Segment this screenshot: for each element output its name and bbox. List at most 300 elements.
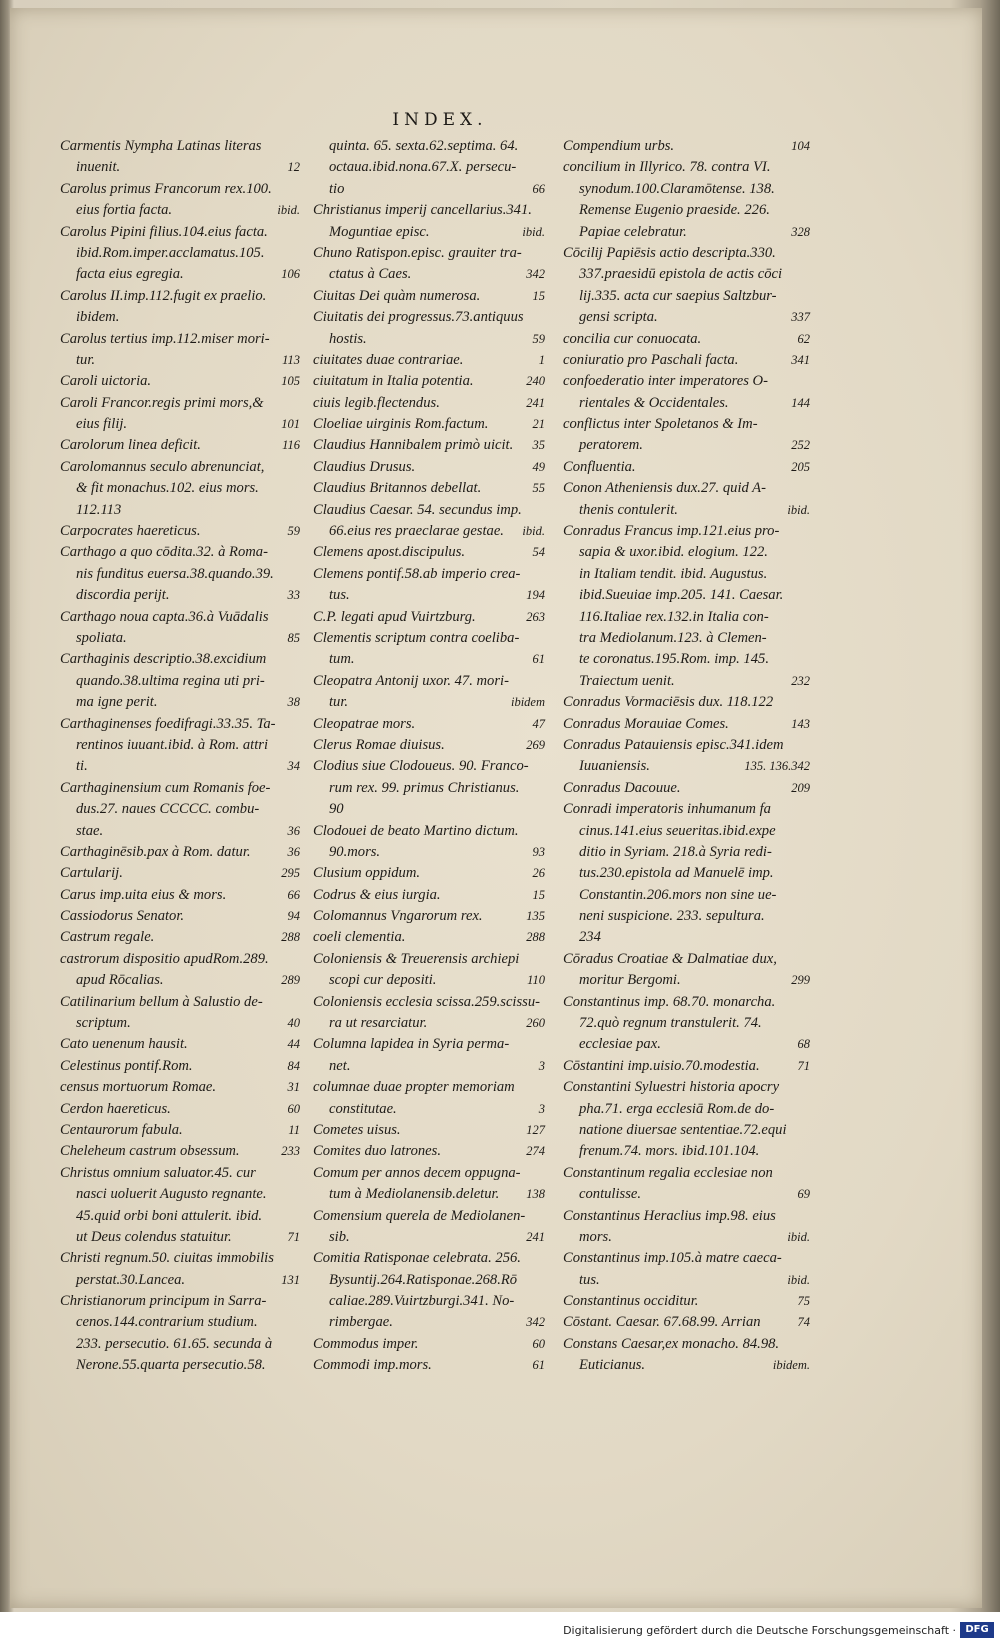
- index-line: [563, 1334, 810, 1355]
- index-entry-text: Claudius Britannos debellat.: [313, 480, 482, 497]
- index-page-number: 61: [532, 652, 545, 667]
- index-line: [563, 542, 810, 563]
- index-page-number: 205: [791, 459, 810, 474]
- index-entry-text: Conradus Francus imp.121.eius pro-: [563, 523, 780, 540]
- index-page-number: 60: [287, 1101, 300, 1116]
- index-line: [563, 778, 810, 799]
- index-line: [313, 1227, 545, 1248]
- index-line: [60, 970, 300, 991]
- index-entry-text: Comites duo latrones.: [313, 1143, 441, 1160]
- index-line: [563, 329, 810, 350]
- index-line: [60, 1141, 300, 1162]
- index-page-number: 252: [791, 438, 810, 453]
- index-line: [60, 692, 300, 713]
- index-entry-text: Constantinus occiditur.: [563, 1293, 699, 1310]
- index-page-number: ibid.: [787, 502, 810, 517]
- index-entry-text: Cleopatra Antonij uxor. 47. mori-: [313, 672, 509, 689]
- index-page-number: 21: [532, 417, 545, 432]
- index-entry-text: cenos.144.contrarium studium.: [76, 1314, 258, 1331]
- index-line: [313, 970, 545, 991]
- index-entry-text: Ciuitatis dei progressus.73.antiquus: [313, 309, 524, 326]
- index-page-number: 38: [287, 695, 300, 710]
- funding-notice: Digitalisierung gefördert durch die Deutsche Forschungsgemeinschaft ·: [563, 1624, 956, 1637]
- index-line: [60, 329, 300, 350]
- index-entry-text: Colomannus Vngarorum rex.: [313, 908, 483, 925]
- index-line: [563, 1163, 810, 1184]
- index-line: [313, 542, 545, 563]
- index-page-number: 289: [281, 973, 300, 988]
- footer-bar: [0, 1612, 1000, 1649]
- index-page-number: 260: [526, 1016, 545, 1031]
- index-column-1: [60, 136, 300, 1377]
- index-line: [313, 350, 545, 371]
- index-entry-text: ecclesiae pax.: [579, 1036, 661, 1053]
- index-page-number: 101: [281, 417, 300, 432]
- index-line: [563, 500, 810, 521]
- index-entry-text: pha.71. erga ecclesiā Rom.de do-: [579, 1100, 775, 1117]
- index-entry-text: Constans Caesar,ex monacho. 84.98.: [563, 1335, 780, 1352]
- index-line: [313, 393, 545, 414]
- index-line: [60, 521, 300, 542]
- index-entry-text: confoederatio inter imperatores O-: [563, 373, 768, 390]
- index-entry-text: Euticianus.: [579, 1357, 646, 1374]
- index-entry-text: census mortuorum Romae.: [60, 1079, 217, 1096]
- index-line: [313, 264, 545, 285]
- index-page-number: 47: [532, 716, 545, 731]
- index-page-number: 233: [281, 1144, 300, 1159]
- index-entry-text: Conradi imperatoris inhumanum fa: [563, 801, 771, 818]
- index-line: [60, 157, 300, 178]
- index-entry-text: Cartularij.: [60, 865, 123, 882]
- index-line: [60, 1034, 300, 1055]
- index-entry-text: mors.: [579, 1228, 612, 1245]
- page-header: INDEX.: [392, 110, 488, 130]
- index-entry-text: concilia cur conuocata.: [563, 330, 702, 347]
- index-line: [563, 478, 810, 499]
- index-page-number: 240: [526, 374, 545, 389]
- index-entry-text: Comum per annos decem oppugna-: [313, 1164, 521, 1181]
- index-entry-text: Constantinus imp. 68.70. monarcha.: [563, 993, 776, 1010]
- index-line: [313, 179, 545, 200]
- index-entry-text: Constantini Syluestri historia apocry: [563, 1079, 780, 1096]
- index-page-number: 337: [791, 310, 810, 325]
- index-entry-text: Christianus imperij cancellarius.341.: [313, 202, 532, 219]
- index-entry-text: spoliata.: [76, 629, 127, 646]
- index-line: [313, 500, 545, 521]
- index-entry-text: net.: [329, 1057, 351, 1074]
- index-entry-text: Ciuitas Dei quàm numerosa.: [313, 287, 481, 304]
- index-page-number: 33: [287, 588, 300, 603]
- index-page-number: 106: [281, 267, 300, 282]
- index-line: [563, 350, 810, 371]
- index-page-number: 85: [287, 630, 300, 645]
- index-line: [313, 1270, 545, 1291]
- index-line: [563, 949, 810, 970]
- index-entry-text: rum rex. 99. primus Christianus.: [329, 779, 520, 796]
- index-line: [313, 649, 545, 670]
- index-entry-text: Bysuntij.264.Ratisponae.268.Rō: [329, 1271, 518, 1288]
- index-line: [563, 1312, 810, 1333]
- index-line: [60, 457, 300, 478]
- index-line: [60, 478, 300, 499]
- index-line: [60, 735, 300, 756]
- index-page-number: ibidem.: [772, 1358, 810, 1373]
- index-page-number: 75: [797, 1294, 810, 1309]
- index-line: [563, 1077, 810, 1098]
- index-line: [60, 821, 300, 842]
- index-page-number: 144: [791, 395, 810, 410]
- index-entry-text: Compendium urbs.: [563, 138, 675, 154]
- index-page-number: 299: [791, 973, 810, 988]
- index-line: [313, 607, 545, 628]
- index-page-number: 131: [281, 1272, 300, 1287]
- index-entry-text: perstat.30.Lancea.: [76, 1271, 186, 1288]
- index-entry-text: C.P. legati apud Vuirtzburg.: [313, 608, 476, 625]
- index-entry-text: te coronatus.195.Rom. imp. 145.: [579, 651, 769, 668]
- index-entry-text: Comensium querela de Mediolanen-: [313, 1207, 526, 1224]
- index-line: [313, 992, 545, 1013]
- index-entry-text: Commodus imper.: [313, 1335, 419, 1352]
- index-line: [60, 671, 300, 692]
- index-page-number: 36: [287, 823, 300, 838]
- index-entry-text: ibidem.: [76, 309, 120, 326]
- index-entry-text: eius filij.: [76, 416, 128, 433]
- index-entry-text: cinus.141.eius seueritas.ibid.expe: [579, 822, 776, 839]
- index-entry-text: Claudius Drusus.: [313, 458, 416, 475]
- index-entry-text: Carmentis Nympha Latinas literas: [60, 138, 262, 154]
- index-page-number: 1: [538, 352, 545, 367]
- index-page-number: 55: [532, 481, 545, 496]
- index-line: [313, 1291, 545, 1312]
- index-line: [313, 200, 545, 221]
- index-page-number: 34: [287, 759, 300, 774]
- index-page-number: 49: [532, 459, 545, 474]
- index-page-number: 138: [526, 1187, 545, 1202]
- index-line: [563, 179, 810, 200]
- index-line: [60, 286, 300, 307]
- index-entry-text: in Italiam tendit. ibid. Augustus.: [579, 565, 768, 582]
- index-line: [563, 222, 810, 243]
- index-entry-text: Clerus Romae diuisus.: [313, 736, 445, 753]
- index-entry-text: Commodi imp.mors.: [313, 1357, 432, 1374]
- index-entry-text: Carolorum linea deficit.: [60, 437, 201, 454]
- index-line: [313, 136, 545, 157]
- index-entry-text: contulisse.: [579, 1186, 642, 1203]
- index-line: [60, 307, 300, 328]
- index-line: [313, 1334, 545, 1355]
- index-page-number: 274: [526, 1144, 545, 1159]
- index-entry-text: 116.Italiae rex.132.in Italia con-: [579, 608, 769, 625]
- index-line: [563, 649, 810, 670]
- index-line: [60, 222, 300, 243]
- index-entry-text: apud Rōcalias.: [76, 972, 164, 989]
- index-page-number: 59: [532, 331, 545, 346]
- index-page-number: 288: [526, 930, 545, 945]
- index-line: [60, 136, 300, 157]
- index-entry-text: ibid.Rom.imper.acclamatus.105.: [76, 244, 265, 261]
- index-page-number: ibidem: [510, 695, 545, 710]
- index-entry-text: Clemens pontif.58.ab imperio crea-: [313, 565, 521, 582]
- index-line: [563, 393, 810, 414]
- index-page-number: 40: [287, 1016, 300, 1031]
- index-line: [60, 1013, 300, 1034]
- index-entry-text: Cōcilij Papiēsis actio descripta.330.: [563, 244, 776, 261]
- index-column-3: [563, 136, 810, 1377]
- index-line: [563, 1013, 810, 1034]
- index-line: [563, 628, 810, 649]
- index-entry-text: ciuis legib.flectendus.: [313, 394, 440, 411]
- index-entry-text: Celestinus pontif.Rom.: [60, 1057, 193, 1074]
- index-entry-text: nasci uoluerit Augusto regnante.: [76, 1186, 267, 1203]
- index-line: [313, 1163, 545, 1184]
- index-line: [563, 286, 810, 307]
- index-entry-text: ra ut resarciatur.: [329, 1015, 428, 1032]
- index-page-number: 31: [287, 1080, 300, 1095]
- index-line: [313, 1077, 545, 1098]
- index-line: [60, 1270, 300, 1291]
- index-page-number: 44: [287, 1037, 300, 1052]
- index-page-number: 105: [281, 374, 300, 389]
- index-page-number: 263: [526, 609, 545, 624]
- index-entry-text: Claudius Caesar. 54. secundus imp.: [313, 501, 522, 518]
- index-entry-text: Cōstant. Caesar. 67.68.99. Arrian: [563, 1314, 761, 1331]
- index-entry-text: rimbergae.: [329, 1314, 393, 1331]
- index-line: [313, 863, 545, 884]
- index-line: [60, 756, 300, 777]
- index-page-number: ibid.: [522, 524, 545, 539]
- index-entry-text: Clodouei de beato Martino dictum.: [313, 822, 519, 839]
- index-line: [563, 564, 810, 585]
- index-entry-text: quinta. 65. sexta.62.septima. 64.: [329, 138, 519, 154]
- index-entry-text: frenum.74. mors. ibid.101.104.: [579, 1143, 760, 1160]
- index-line: [563, 136, 810, 157]
- index-line: [313, 1120, 545, 1141]
- index-page-number: 116: [282, 438, 300, 453]
- index-line: [563, 414, 810, 435]
- index-entry-text: 90: [329, 801, 344, 818]
- index-entry-text: discordia perijt.: [76, 587, 170, 604]
- index-line: [563, 157, 810, 178]
- index-entry-text: Clodius siue Clodoueus. 90. Franco-: [313, 758, 529, 775]
- index-page-number: ibid.: [277, 203, 300, 218]
- index-page-number: 54: [532, 545, 545, 560]
- index-entry-text: Christus omnium saluator.45. cur: [60, 1164, 256, 1181]
- index-line: [313, 1056, 545, 1077]
- index-page-number: ibid.: [522, 224, 545, 239]
- index-line: [313, 1013, 545, 1034]
- dfg-logo: DFG: [960, 1622, 994, 1638]
- index-page-number: 94: [287, 909, 300, 924]
- index-line: [313, 799, 545, 820]
- index-line: [60, 564, 300, 585]
- index-entry-text: Cōradus Croatiae & Dalmatiae dux,: [563, 950, 777, 967]
- index-entry-text: coniuratio pro Paschali facta.: [563, 351, 739, 368]
- index-line: [563, 243, 810, 264]
- index-line: [60, 243, 300, 264]
- index-page-number: 342: [526, 1315, 545, 1330]
- index-line: [60, 435, 300, 456]
- index-line: [313, 885, 545, 906]
- index-entry-text: Christianorum principum in Sarra-: [60, 1293, 267, 1310]
- index-entry-text: sapia & uxor.ibid. elogium. 122.: [579, 544, 768, 561]
- index-page-number: 60: [532, 1336, 545, 1351]
- index-page-number: 11: [288, 1122, 300, 1137]
- index-page-number: 61: [532, 1358, 545, 1373]
- index-line: [60, 1120, 300, 1141]
- index-entry-text: conflictus inter Spoletanos & Im-: [563, 416, 758, 433]
- index-entry-text: Carthaginis descriptio.38.excidium: [60, 651, 267, 668]
- index-line: [60, 1355, 300, 1376]
- index-entry-text: ditio in Syriam. 218.à Syria redi-: [579, 843, 772, 860]
- index-entry-text: Moguntiae episc.: [329, 223, 430, 240]
- index-entry-text: Clusium oppidum.: [313, 865, 421, 882]
- index-line: [563, 585, 810, 606]
- index-entry-text: 45.quid orbi boni attulerit. ibid.: [76, 1207, 263, 1224]
- index-page-number: 69: [797, 1187, 810, 1202]
- index-page-number: 295: [281, 866, 300, 881]
- index-line: [313, 329, 545, 350]
- index-line: [60, 1206, 300, 1227]
- index-line: [313, 1141, 545, 1162]
- index-line: [563, 692, 810, 713]
- index-entry-text: castrorum dispositio apudRom.289.: [60, 950, 269, 967]
- index-line: [60, 992, 300, 1013]
- index-line: [313, 521, 545, 542]
- index-entry-text: Carpocrates haereticus.: [60, 523, 201, 540]
- index-entry-text: concilium in Illyrico. 78. contra VI.: [563, 159, 771, 176]
- index-entry-text: rientales & Occidentales.: [579, 394, 729, 411]
- index-entry-text: ut Deus colendus statuitur.: [76, 1228, 232, 1245]
- index-line: [563, 607, 810, 628]
- index-line: [313, 286, 545, 307]
- index-entry-text: Traiectum uenit.: [579, 672, 675, 689]
- index-page-number: 232: [791, 673, 810, 688]
- index-line: [313, 457, 545, 478]
- index-entry-text: rentinos iuuant.ibid. à Rom. attri: [76, 736, 269, 753]
- index-entry-text: Columna lapidea in Syria perma-: [313, 1036, 510, 1053]
- index-line: [313, 307, 545, 328]
- index-line: [313, 735, 545, 756]
- index-line: [60, 906, 300, 927]
- index-entry-text: gensi scripta.: [579, 309, 658, 326]
- index-line: [563, 1184, 810, 1205]
- index-line: [60, 628, 300, 649]
- index-line: [313, 821, 545, 842]
- index-entry-text: Caroli Francor.regis primi mors,&: [60, 394, 264, 411]
- index-entry-text: Catilinarium bellum à Salustio de-: [60, 993, 263, 1010]
- index-line: [313, 1312, 545, 1333]
- index-entry-text: eius fortia facta.: [76, 202, 173, 219]
- index-line: [313, 435, 545, 456]
- index-entry-text: tum.: [329, 651, 355, 668]
- index-entry-text: ma igne perit.: [76, 694, 158, 711]
- index-page-number: 3: [538, 1101, 545, 1116]
- index-entry-text: Constantinus imp.105.à matre caeca-: [563, 1250, 782, 1267]
- index-page-number: 84: [287, 1058, 300, 1073]
- index-page-number: 269: [526, 737, 545, 752]
- index-entry-text: hostis.: [329, 330, 367, 347]
- index-entry-text: Castrum regale.: [60, 929, 155, 946]
- index-entry-text: Carolomannus seculo abrenunciat,: [60, 458, 265, 475]
- index-line: [313, 1184, 545, 1205]
- index-entry-text: Cometes uisus.: [313, 1121, 401, 1138]
- index-line: [60, 1291, 300, 1312]
- index-line: [60, 1334, 300, 1355]
- index-line: [60, 179, 300, 200]
- index-line: [313, 1099, 545, 1120]
- index-entry-text: tio: [329, 180, 345, 197]
- index-line: [313, 778, 545, 799]
- index-line: [60, 393, 300, 414]
- index-line: [313, 756, 545, 777]
- index-entry-text: tus.230.epistola ad Manuelē imp.: [579, 865, 774, 882]
- index-page-number: 15: [532, 887, 545, 902]
- index-line: [60, 649, 300, 670]
- index-page-number: 135: [526, 909, 545, 924]
- index-line: [563, 1056, 810, 1077]
- index-line: [563, 200, 810, 221]
- index-entry-text: coeli clementia.: [313, 929, 406, 946]
- index-line: [563, 1141, 810, 1162]
- index-line: [563, 671, 810, 692]
- index-entry-text: Carthaginensium cum Romanis foe-: [60, 779, 271, 796]
- index-line: [313, 949, 545, 970]
- index-entry-text: dus.27. naues CCCCC. combu-: [76, 801, 260, 818]
- index-line: [563, 457, 810, 478]
- index-entry-text: ciuitates duae contrariae.: [313, 351, 464, 368]
- index-page-number: 35: [532, 438, 545, 453]
- index-page-number: 143: [791, 716, 810, 731]
- index-page-number: 135. 136.342: [744, 759, 810, 774]
- index-entry-text: Constantinum regalia ecclesiae non: [563, 1164, 773, 1181]
- index-entry-text: Codrus & eius iurgia.: [313, 886, 441, 903]
- index-entry-text: Christi regnum.50. ciuitas immobilis: [60, 1250, 274, 1267]
- index-line: [563, 885, 810, 906]
- index-line: [563, 1034, 810, 1055]
- index-entry-text: Nerone.55.quarta persecutio.58.: [76, 1357, 266, 1374]
- index-entry-text: moritur Bergomi.: [579, 972, 681, 989]
- index-page-number: 342: [526, 267, 545, 282]
- index-entry-text: synodum.100.Claramōtense. 138.: [579, 180, 775, 197]
- index-line: [563, 264, 810, 285]
- index-entry-text: Cloeliae uirginis Rom.factum.: [313, 416, 489, 433]
- index-entry-text: Carolus Pipini filius.104.eius facta.: [60, 223, 268, 240]
- index-page-number: 68: [797, 1037, 810, 1052]
- index-line: [60, 585, 300, 606]
- index-line: [313, 585, 545, 606]
- index-entry-text: Constantin.206.mors non sine ue-: [579, 886, 777, 903]
- index-line: [313, 906, 545, 927]
- index-entry-text: facta eius egregia.: [76, 266, 184, 283]
- index-entry-text: 66.eius res praeclarae gestae.: [329, 523, 504, 540]
- index-line: [313, 157, 545, 178]
- index-entry-text: Carolus II.imp.112.fugit ex praelio.: [60, 287, 267, 304]
- index-line: [313, 478, 545, 499]
- index-entry-text: constitutae.: [329, 1100, 397, 1117]
- index-line: [60, 607, 300, 628]
- index-line: [563, 927, 810, 948]
- index-entry-text: Chuno Ratispon.episc. grauiter tra-: [313, 244, 522, 261]
- index-entry-text: 90.mors.: [329, 843, 381, 860]
- index-line: [563, 1227, 810, 1248]
- index-page-number: 71: [797, 1058, 810, 1073]
- index-entry-text: tur.: [76, 351, 96, 368]
- index-line: [563, 992, 810, 1013]
- index-page-number: 3: [538, 1058, 545, 1073]
- index-entry-text: caliae.289.Vuirtzburgi.341. No-: [329, 1293, 515, 1310]
- index-page-number: 241: [526, 1229, 545, 1244]
- index-line: [313, 927, 545, 948]
